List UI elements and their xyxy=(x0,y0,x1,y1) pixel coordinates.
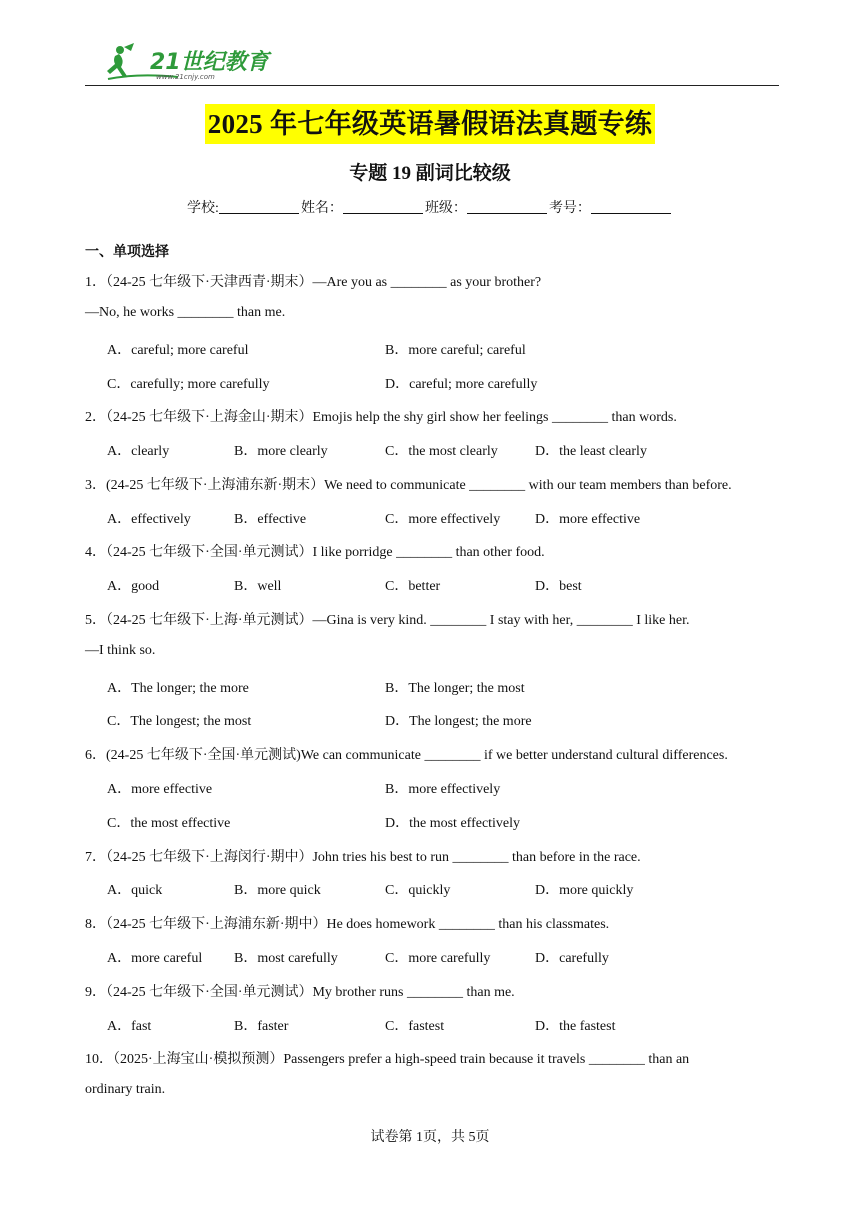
question-4-options xyxy=(107,575,807,595)
student-info-line xyxy=(0,197,860,217)
question-3-option-c: C．more effectively xyxy=(385,512,501,527)
question-7-option-b: B．more quick xyxy=(234,883,321,898)
question-2-options xyxy=(107,440,807,460)
question-5-options-row2 xyxy=(107,710,807,730)
question-3-options xyxy=(107,508,807,528)
question-4-option-d: D．best xyxy=(535,579,582,594)
page-footer: 试卷第 1页，共 5页 xyxy=(370,1130,490,1145)
question-7: 7．（24-25 七年级下·上海闵行·期中）John tries his best to run ________ than before in the race. xyxy=(85,850,641,865)
page-subtitle: 专题 19 副词比较级 xyxy=(349,163,511,184)
question-4-option-b: B．well xyxy=(234,579,282,594)
question-9-option-b: B．faster xyxy=(234,1019,289,1034)
question-5-option-d: D．The longest; the more xyxy=(385,714,532,729)
question-2-option-d: D．the least clearly xyxy=(535,444,647,459)
question-6-option-b: B．more effectively xyxy=(385,782,501,797)
question-6: 6．(24-25 七年级下·全国·单元测试)We can communicate ________ if we better understand cultural differences. xyxy=(85,748,728,763)
question-7-options xyxy=(107,879,807,899)
question-3-option-a: A．effectively xyxy=(107,512,191,527)
exam-number-blank xyxy=(591,199,671,214)
question-4: 4．（24-25 七年级下·全国·单元测试）I like porridge ________ than other food. xyxy=(85,545,545,560)
question-7-option-d: D．more quickly xyxy=(535,883,634,898)
question-4-option-c: C．better xyxy=(385,579,441,594)
question-1-option-d: D．careful; more carefully xyxy=(385,377,538,392)
question-5-option-c: C．The longest; the most xyxy=(107,714,252,729)
question-3-option-b: B．effective xyxy=(234,512,307,527)
question-9-options xyxy=(107,1015,807,1035)
question-5-option-b: B．The longer; the most xyxy=(385,681,525,696)
question-9: 9．（24-25 七年级下·全国·单元测试）My brother runs ________ than me. xyxy=(85,985,515,1000)
question-5-line2: —I think so. xyxy=(85,643,156,658)
question-5: 5．（24-25 七年级下·上海·单元测试）—Gina is very kind. ________ I stay with her, ________ I like her. xyxy=(85,613,690,628)
question-2-option-c: C．the most clearly xyxy=(385,444,498,459)
question-10-line2: ordinary train. xyxy=(85,1082,166,1097)
question-1-options-row2 xyxy=(107,373,807,393)
question-8-option-a: A．more careful xyxy=(107,951,203,966)
page-title: 2025 年七年级英语暑假语法真题专练 xyxy=(205,104,655,144)
logo-brand: 21世纪教育 xyxy=(150,50,269,75)
class-label: 班级： xyxy=(424,201,467,216)
question-9-option-a: A．fast xyxy=(107,1019,152,1034)
question-9-option-d: D．the fastest xyxy=(535,1019,616,1034)
question-6-option-c: C．the most effective xyxy=(107,816,231,831)
question-1-options-row1 xyxy=(107,339,807,359)
logo-url: www.21cnjy.com xyxy=(156,73,215,81)
question-2: 2．（24-25 七年级下·上海金山·期末）Emojis help the shy girl show her feelings ________ than words. xyxy=(85,410,677,425)
question-5-options-row1 xyxy=(107,677,807,697)
school-label: 学校: xyxy=(187,201,219,216)
question-6-options-row1 xyxy=(107,778,807,798)
question-6-options-row2 xyxy=(107,812,807,832)
question-1-option-a: A．careful; more careful xyxy=(107,343,249,358)
question-2-option-b: B．more clearly xyxy=(234,444,328,459)
question-10: 10．（2025·上海宝山·模拟预测）Passengers prefer a high-speed train because it travels ________ than an xyxy=(85,1052,690,1067)
question-5-option-a: A．The longer; the more xyxy=(107,681,249,696)
question-9-option-c: C．fastest xyxy=(385,1019,445,1034)
question-6-option-d: D．the most effectively xyxy=(385,816,521,831)
logo xyxy=(106,41,276,83)
question-6-option-a: A．more effective xyxy=(107,782,213,797)
question-7-option-a: A．quick xyxy=(107,883,163,898)
question-3-option-d: D．more effective xyxy=(535,512,641,527)
question-8-option-c: C．more carefully xyxy=(385,951,491,966)
class-blank xyxy=(467,199,547,214)
exam-number-label: 考号： xyxy=(548,201,591,216)
header-rule xyxy=(85,85,779,86)
question-8: 8．（24-25 七年级下·上海浦东新·期中）He does homework ________ than his classmates. xyxy=(85,917,610,932)
question-8-options xyxy=(107,947,807,967)
question-3: 3．(24-25 七年级下·上海浦东新·期末）We need to communicate ________ with our team members than before. xyxy=(85,478,732,493)
question-4-option-a: A．good xyxy=(107,579,160,594)
question-1-option-c: C．carefully; more carefully xyxy=(107,377,270,392)
section-heading: 一、单项选择 xyxy=(85,245,169,260)
name-label: 姓名： xyxy=(300,201,343,216)
question-1-line2: —No, he works ________ than me. xyxy=(85,305,286,320)
question-8-option-d: D．carefully xyxy=(535,951,609,966)
question-2-option-a: A．clearly xyxy=(107,444,170,459)
question-1-option-b: B．more careful; careful xyxy=(385,343,526,358)
question-1: 1．（24-25 七年级下·天津西青·期末）—Are you as ________ as your brother? xyxy=(85,275,542,290)
school-blank xyxy=(219,199,299,214)
name-blank xyxy=(343,199,423,214)
question-7-option-c: C．quickly xyxy=(385,883,451,898)
question-8-option-b: B．most carefully xyxy=(234,951,338,966)
